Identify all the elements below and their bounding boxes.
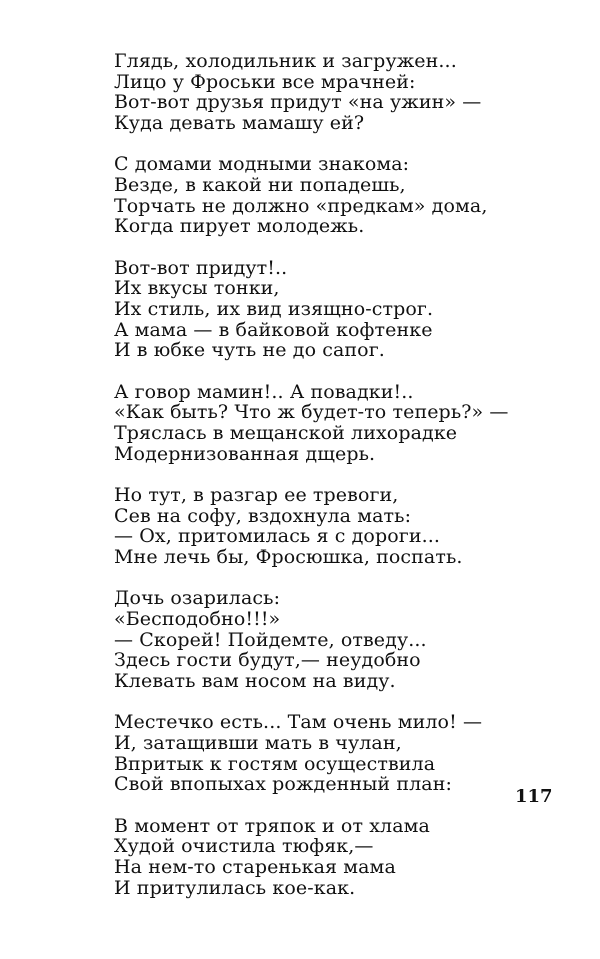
poem-line: Их вкусы тонки, (114, 277, 280, 300)
stanza-3 (114, 258, 534, 361)
poem-line: В момент от тряпок и от хлама (114, 814, 430, 837)
poem-line: Свой впопыхах рожденный план: (114, 773, 452, 796)
poem-line: Мне лечь бы, Фросюшка, поспать. (114, 545, 463, 568)
poem-line: — Ох, притомилась я с дороги... (114, 525, 440, 548)
poem-line: Вот-вот друзья придут «на ужин» — (114, 91, 482, 114)
poem-line: Везде, в какой ни попадешь, (114, 173, 406, 196)
poem-line: — Скорей! Пойдемте, отведу... (114, 628, 427, 651)
poem-line: Дочь озарилась: (114, 587, 281, 610)
poem-line: Модернизованная дщерь. (114, 442, 376, 465)
stanza-2 (114, 154, 534, 236)
poem-line: Их стиль, их вид изящно-строг. (114, 297, 434, 320)
stanza-8 (114, 816, 534, 898)
poem-line: Местечко есть... Там очень мило! — (114, 711, 483, 734)
poem-line: Глядь, холодильник и загружен... (114, 50, 457, 72)
poem-line: А говор мамин!.. А повадки!.. (114, 380, 414, 403)
stanza-1 (114, 51, 534, 133)
stanza-5 (114, 485, 534, 567)
poem-line: Когда пирует молодежь. (114, 215, 365, 238)
poem-line: Куда девать мамашу ей? (114, 111, 365, 134)
poem-line: Но тут, в разгар ее тревоги, (114, 484, 399, 507)
poem-line: Лицо у Фроськи все мрачней: (114, 70, 416, 93)
poem-line: «Как быть? Что ж будет-то теперь?» — (114, 401, 509, 424)
poem-line: Вот-вот придут!.. (114, 256, 288, 279)
poem-line: Впритык к гостям осуществила (114, 752, 436, 775)
poem-line: Сев на софу, вздохнула мать: (114, 504, 412, 527)
poem-line: И притулилась кое-как. (114, 876, 356, 899)
page-number: 117 (515, 786, 553, 807)
poem-line: На нем-то старенькая мама (114, 856, 396, 878)
poem-line: Тряслась в мещанской лихорадке (114, 421, 458, 444)
poem-line: Здесь гости будут,— неудобно (114, 649, 421, 672)
poem-line: С домами модными знакома: (114, 153, 410, 176)
poem-line: Худой очистила тюфяк,— (114, 835, 374, 858)
poem-body (114, 51, 534, 919)
poem-line: А мама — в байковой кофтенке (114, 318, 433, 341)
poem-line: Клевать вам носом на виду. (114, 669, 396, 692)
stanza-6 (114, 588, 534, 691)
stanza-4 (114, 382, 534, 464)
poem-line: Торчать не должно «предкам» дома, (114, 194, 488, 217)
stanza-7 (114, 712, 534, 794)
poem-line: «Бесподобно!!!» (114, 608, 281, 631)
poem-line: И в юбке чуть не до сапог. (114, 339, 385, 362)
poem-line: И, затащивши мать в чулан, (114, 732, 402, 755)
